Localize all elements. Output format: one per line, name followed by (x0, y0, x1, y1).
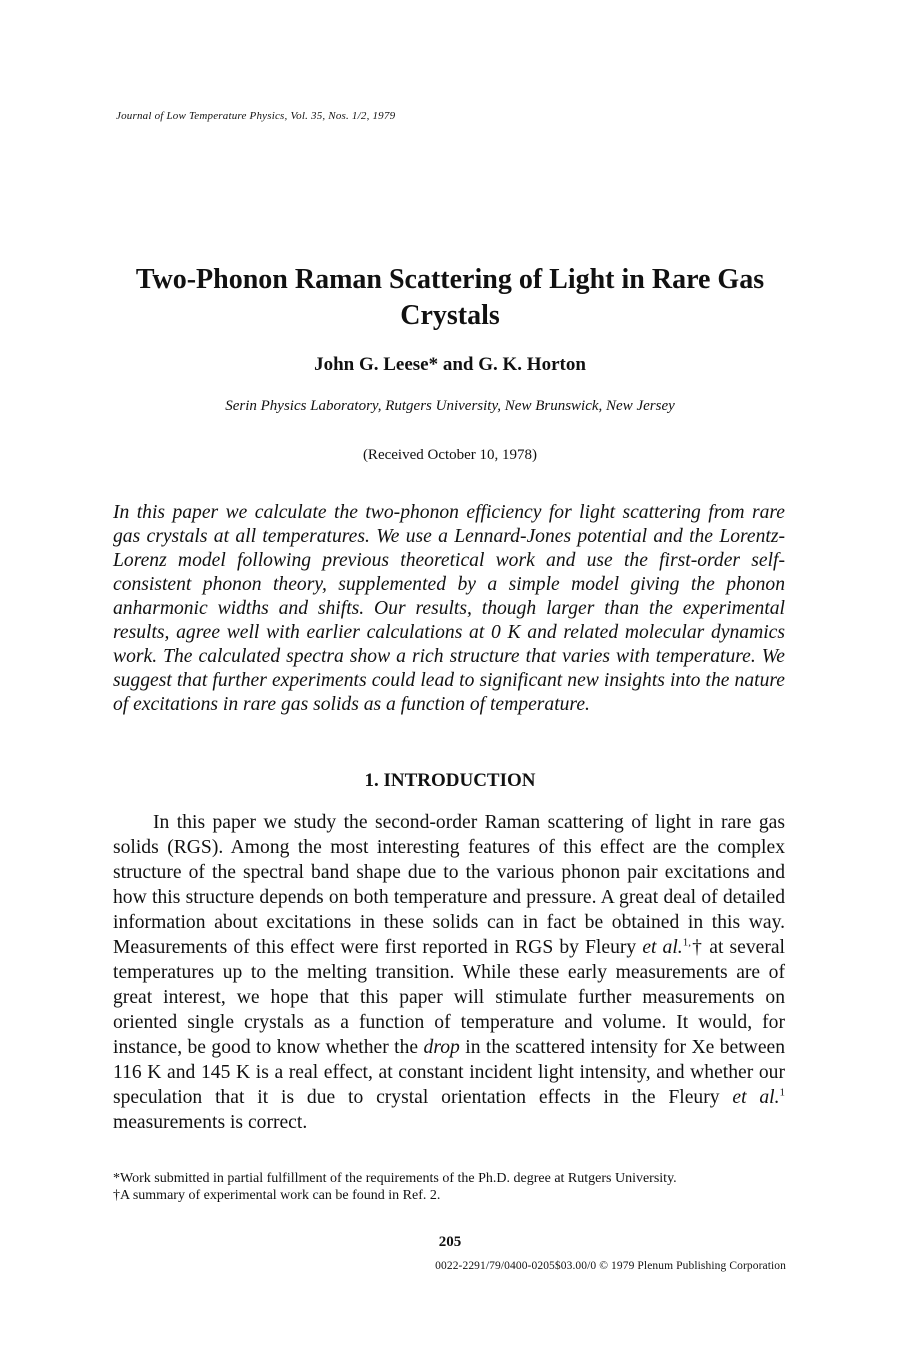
page-number: 205 (438, 1234, 462, 1250)
reference-superscript: 1, (682, 936, 691, 949)
footnotes (113, 1170, 785, 1204)
et-al-italic: et al. (642, 937, 683, 958)
footnote-summary: †A summary of experimental work can be found in Ref. 2. (113, 1188, 441, 1203)
paper-title: Two-Phonon Raman Scattering of Light in Rare Gas Crystals (135, 264, 765, 331)
intro-text-part-4: measurements is correct. (113, 1112, 308, 1133)
dagger-footnote-mark: † (690, 937, 704, 958)
section-heading-introduction: 1. INTRODUCTION (364, 770, 536, 791)
intro-text-part-1: In this paper we study the second-order Raman scattering of light in rare gas solids (RGS). Among the most interesting features of this effect are the complex structure of the spectral band shape due to the various phonon pair excitations and how this structure depends on both temperature and pressure. A great deal of detailed information about excitations in these solids can in fact be obtained in this way. Measurements of this effect were first reported in RGS by Fleury (113, 812, 785, 958)
reference-superscript: 1 (779, 1086, 785, 1099)
intro-text-part-2: at several temperatures up to the melting transition. While these early measurements are of great interest, we hope that this paper will stimulate further measurements on oriented single crystals as a function of temperature and volume. It would, for instance, be good to know whether the (113, 937, 786, 1058)
received-date: (Received October 10, 1978) (362, 447, 538, 463)
et-al-italic: et al. (732, 1087, 780, 1108)
intro-text-part-3: in the scattered intensity for Xe between 116 K and 145 K is a real effect, at constant incident light intensity, and whether our speculation that it is due to crystal orientation effects in the Fleury (113, 1037, 786, 1108)
affiliation: Serin Physics Laboratory, Rutgers University, New Brunswick, New Jersey (225, 398, 675, 414)
author-list: John G. Leese* and G. K. Horton (314, 354, 586, 375)
drop-italic: drop (423, 1037, 460, 1058)
introduction-paragraph (113, 810, 785, 1135)
copyright-line: 0022-2291/79/0400-0205$03.00/0 © 1979 Plenum Publishing Corporation (435, 1260, 786, 1272)
footnote-phd: *Work submitted in partial fulfillment of the requirements of the Ph.D. degree at Rutgers University. (113, 1171, 677, 1186)
running-head: Journal of Low Temperature Physics, Vol. 35, Nos. 1/2, 1979 (116, 110, 396, 122)
abstract: In this paper we calculate the two-phonon efficiency for light scattering from rare gas crystals at all temperatures. We use a Lennard-Jones potential and the Lorentz-Lorenz model following previous theoretical work and use the first-order self-consistent phonon theory, supplemented by a simple model giving the phonon anharmonic widths and shifts. Our results, though larger than the experimental results, agree well with earlier calculations at 0 K and related molecular dynamics work. The calculated spectra show a rich structure that varies with temperature. We suggest that further experiments could lead to significant new insights into the nature of excitations in rare gas solids as a function of temperature. (113, 502, 785, 715)
